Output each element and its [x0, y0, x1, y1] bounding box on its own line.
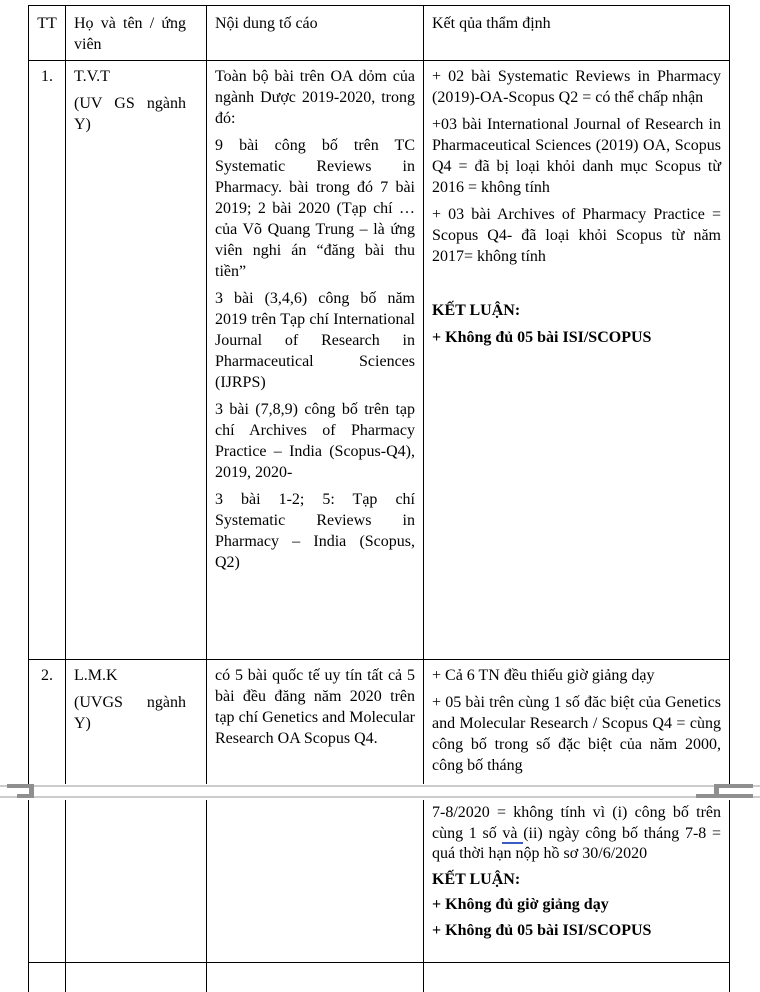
paragraph: 9 bài công bố trên TC Systematic Reviews in Pharmacy. bài trong đó 7 bài 2019; 2 bài 2020 (Tạp chí …của Võ Quang Trung – là ứng viên nghi án “đăng bài thu tiền” [215, 137, 415, 280]
paragraph: + 02 bài Systematic Reviews in Pharmacy (2019)-OA-Scopus Q2 = có thể chấp nhận [432, 68, 721, 106]
cell-assessment-result [423, 659, 730, 785]
cell-candidate-name-empty [65, 962, 206, 992]
cell-accusation-content-empty [206, 800, 423, 962]
cell-assessment-result-continued [423, 800, 730, 962]
text-run: 7-8/2020 = không tính vì (i) công bố trên cùng 1 số [432, 804, 721, 842]
cell-accusation-content-empty [206, 962, 423, 992]
cell-candidate-name-empty [65, 800, 206, 962]
page-break-indicator[interactable] [0, 784, 760, 801]
paragraph: có 5 bài quốc tế uy tín tất cả 5 bài đều đăng năm 2020 trên tạp chí Genetics and Molecular Research OA Scopus Q4. [215, 667, 415, 747]
header-assessment-result: Kết qủa thẩm định [423, 5, 730, 60]
underlined-word: và [502, 824, 524, 842]
paragraph: + 05 bài trên cùng 1 số đăc biệt của Genetics and Molecular Research / Scopus Q4 = cùng công bố trong số đặc biệt của năm 2000, công bố tháng [432, 694, 721, 774]
page-break-handle-right [714, 784, 719, 798]
table-row [28, 60, 730, 659]
cell-row-number-empty [28, 962, 65, 992]
paragraph: + Cả 6 TN đều thiếu giờ giảng dạy [432, 667, 655, 684]
cell-accusation-content [206, 60, 423, 659]
text-run: (ii) ngày công bố tháng 7-8 = quá thời hạn nộp hồ sơ 30/6/2020 [432, 824, 721, 862]
table-row [28, 659, 730, 785]
page-break-line-top [0, 785, 760, 787]
cell-assessment-result [423, 60, 730, 659]
header-tt: TT [28, 5, 65, 60]
table-header-row [28, 5, 730, 60]
paragraph: L.M.K [74, 667, 118, 684]
paragraph: 3 bài (3,4,6) công bố năm 2019 trên Tạp chí International Journal of Research in Pharmaceutical Sciences (IJRPS) [215, 290, 415, 391]
cell-row-number: 2. [28, 659, 65, 785]
paragraph: T.V.T [74, 68, 110, 85]
paragraph: +03 bài International Journal of Research in Pharmaceutical Sciences (2019) OA, Scopus Q4 = đã bị loại khỏi danh mục Scopus từ 2016 = không tính [432, 116, 721, 196]
cell-assessment-result-empty [423, 962, 730, 992]
paragraph: KẾT LUẬN: [432, 302, 521, 319]
paragraph [432, 273, 721, 294]
paragraph: 3 bài (7,8,9) công bố trên tạp chí Archives of Pharmacy Practice – India (Scopus-Q4), 2019, 2020- [215, 401, 415, 481]
paragraph: Toàn bộ bài trên OA dỏm của ngành Dược 2019-2020, trong đó: [215, 68, 415, 127]
cell-accusation-content [206, 659, 423, 785]
paragraph: (UV GS ngành Y) [74, 95, 186, 133]
cell-row-number: 1. [28, 60, 65, 659]
paragraph: + Không đủ 05 bài ISI/SCOPUS [432, 329, 652, 346]
page-break-handle-right [714, 784, 753, 788]
cell-candidate-name [65, 60, 206, 659]
table-row-continuation [28, 800, 730, 962]
paragraph: (UVGS ngành Y) [74, 694, 186, 732]
page-break-line-bottom [0, 796, 760, 798]
table-row-partial [28, 962, 730, 992]
paragraph: + 03 bài Archives of Pharmacy Practice = Scopus Q4- đã loại khỏi Scopus từ năm 2017= không tính [432, 206, 721, 265]
paragraph: 3 bài 1-2; 5: Tạp chí Systematic Reviews in Pharmacy – India (Scopus, Q2) [215, 491, 415, 571]
paragraph: + Không đủ 05 bài ISI/SCOPUS [432, 921, 652, 939]
cell-row-number-empty [28, 800, 65, 962]
paragraph: KẾT LUẬN: [432, 870, 521, 888]
cell-candidate-name [65, 659, 206, 785]
page-break-handle-right [696, 794, 753, 798]
paragraph [432, 803, 721, 865]
header-candidate-name: Họ và tên / ứng viên [65, 5, 206, 60]
header-accusation-content: Nội dung tố cáo [206, 5, 423, 60]
page-break-handle-left [29, 784, 34, 798]
assessment-table-page1 [28, 5, 730, 785]
paragraph: + Không đủ giờ giảng dạy [432, 896, 609, 913]
assessment-table-page2 [28, 800, 730, 992]
